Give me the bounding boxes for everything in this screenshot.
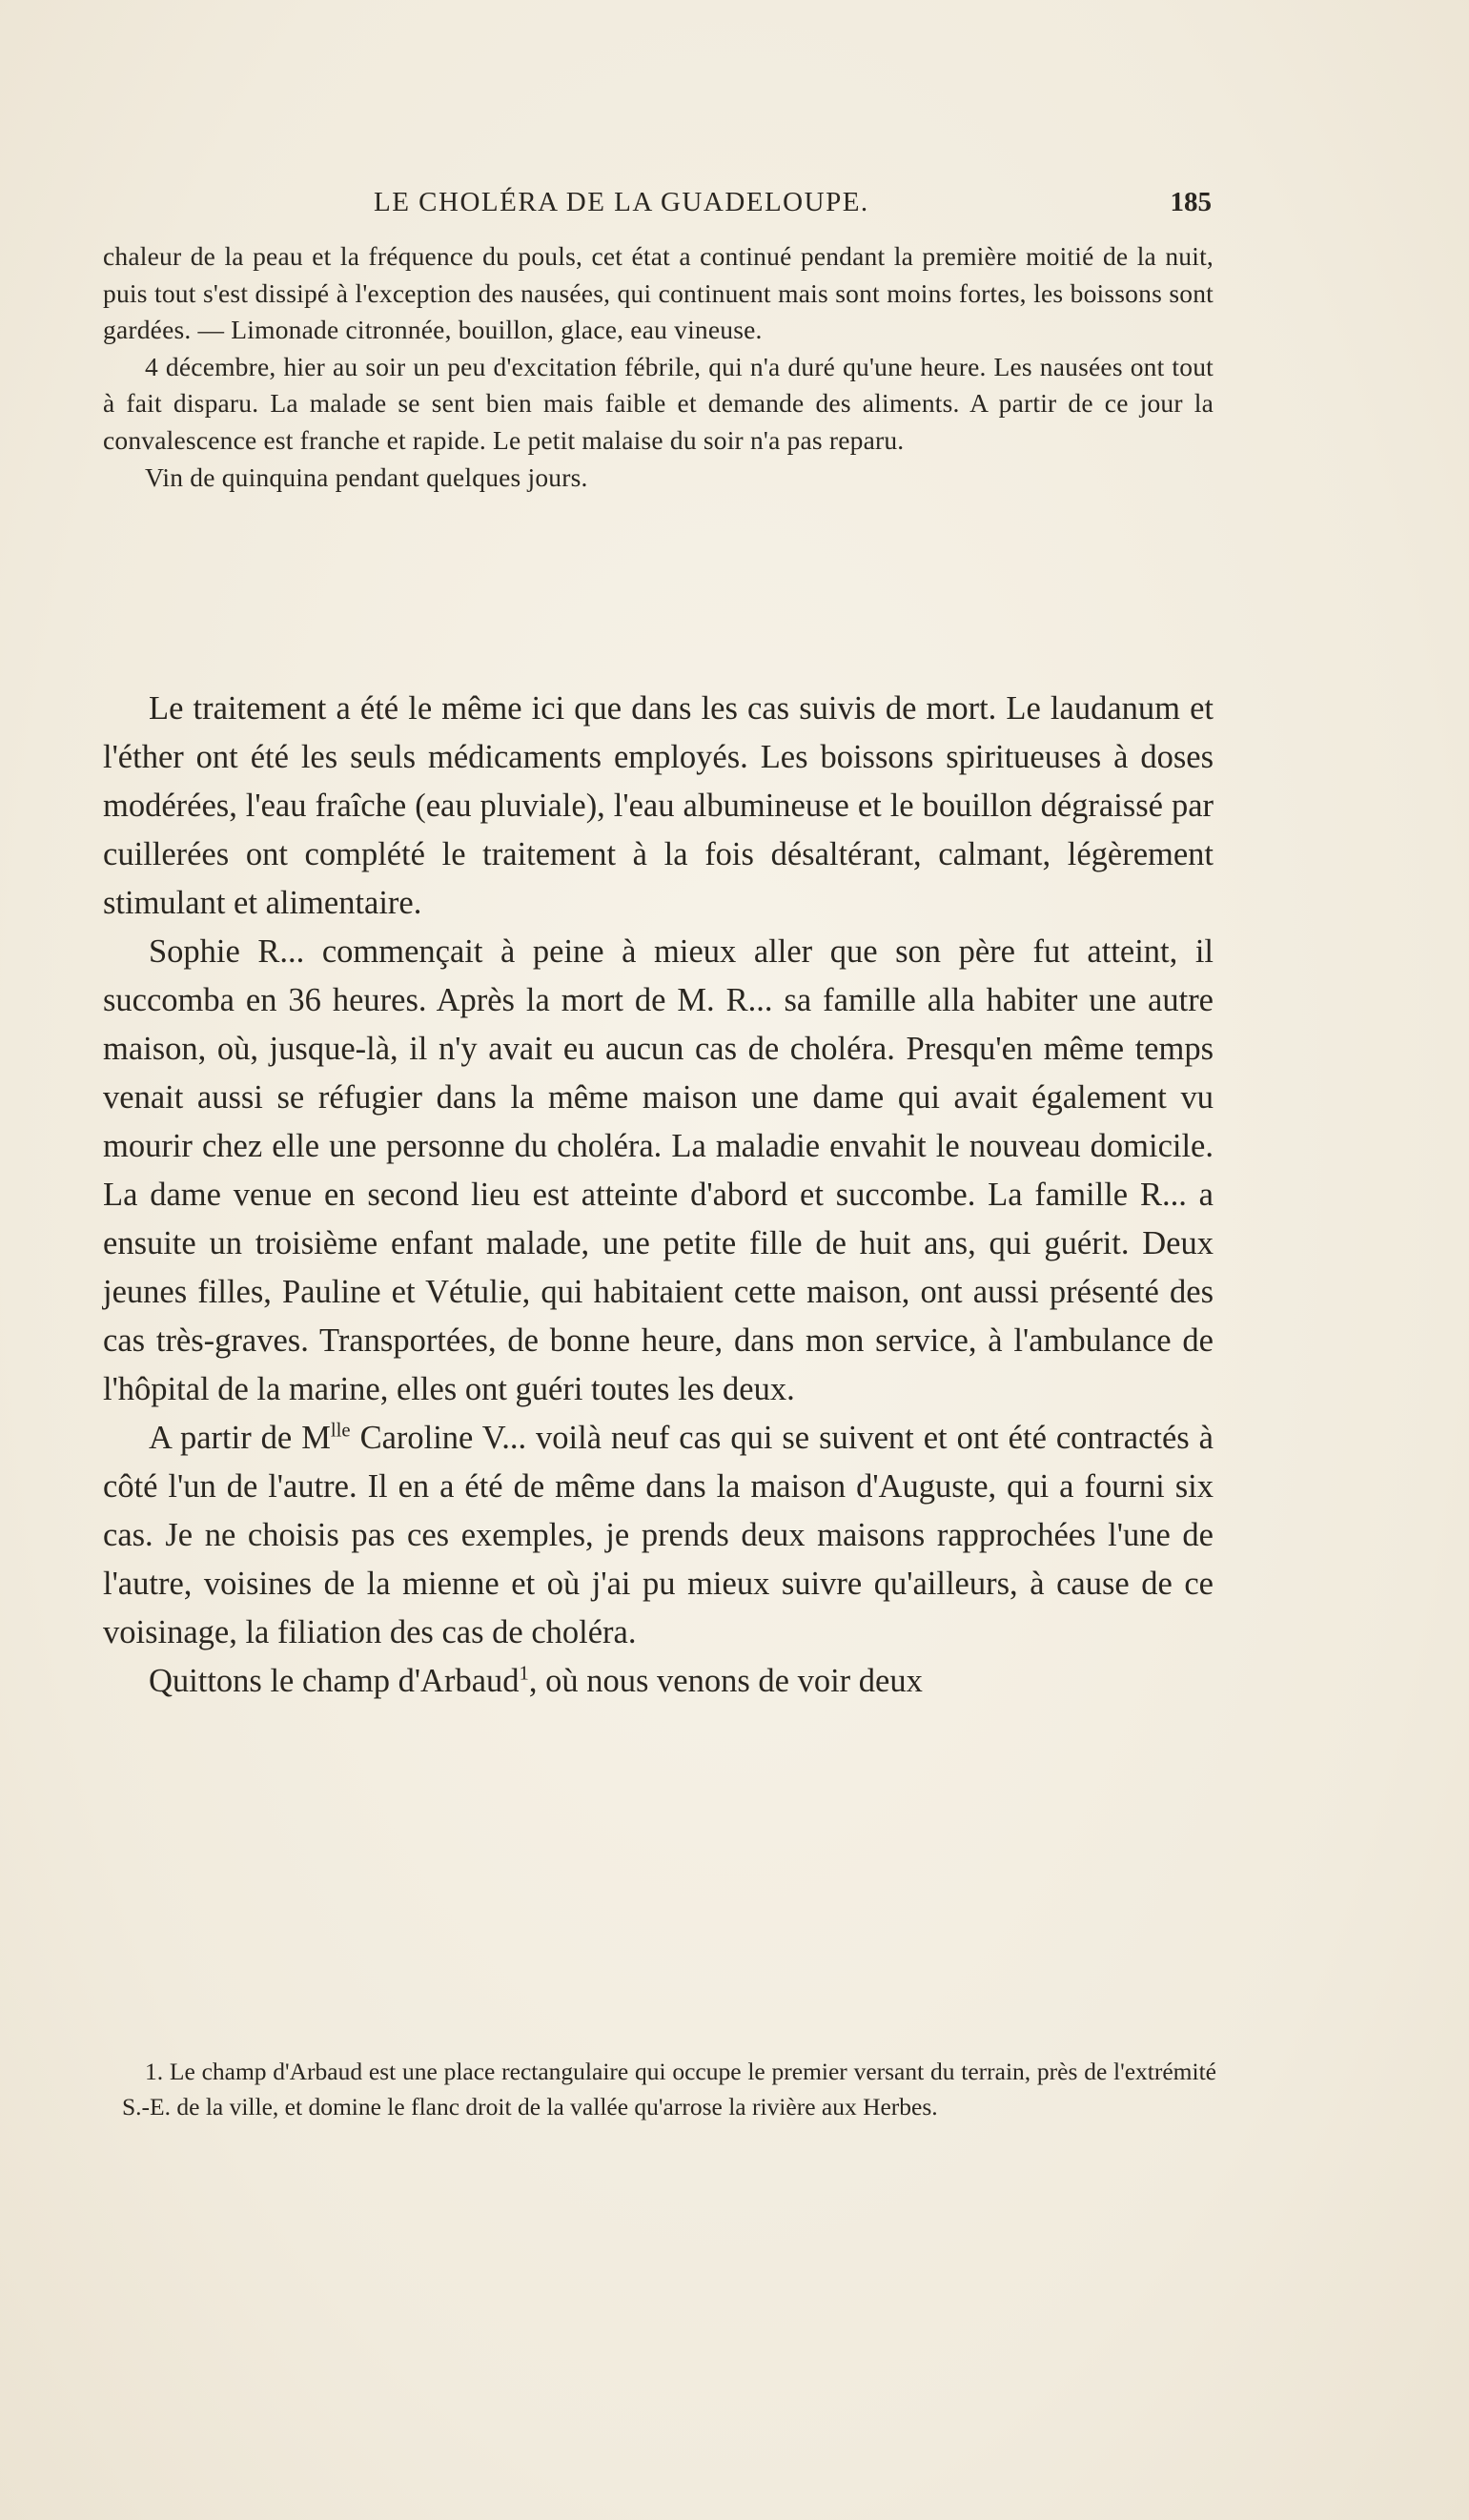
body-paragraph: Quittons le champ d'Arbaud$^1$, où nous venons de voir deux (149, 1663, 923, 1699)
case-note-paragraph: chaleur de la peau et la fréquence du pouls, cet état a continué pendant la première moitié de la nuit, puis tout s'est dissipé à l'exception des nausées, qui continuent mais sont moins fortes, les boissons sont gardées. — Limonade citronnée, bouillon, glace, eau vineuse. (103, 241, 1214, 345)
body-paragraph: Le traitement a été le même ici que dans les cas suivis de mort. Le laudanum et l'éther ont été les seuls médicaments employés. Les boissons spiritueuses à doses modérées, l'eau fraîche (eau pluviale), l'eau albumineuse et le bouillon dégraissé par cuillerées ont complété le traitement à la fois désaltérant, calmant, légèrement stimulant et alimentaire. (103, 690, 1214, 921)
main-text (103, 685, 1214, 1706)
running-title: LE CHOLÉRA DE LA GUADELOUPE. (374, 187, 869, 217)
footnote (122, 2055, 1216, 2124)
case-note-paragraph: 4 décembre, hier au soir un peu d'excitation fébrile, qui n'a duré qu'une heure. Les nausées ont tout à fait disparu. La malade se sent bien mais faible et demande des aliments. A partir de ce jour la convalescence est franche et rapide. Le petit malaise du soir n'a pas reparu. (103, 351, 1214, 455)
case-notes (103, 238, 1214, 496)
body-paragraph: A partir de $M^{lle}$ Caroline V... voilà neuf cas qui se suivent et ont été contractés à côté l'un de l'autre. Il en a été de même dans la maison d'Auguste, qui a fourni six cas. Je ne choisis pas ces exemples, je prends deux maisons rapprochées l'une de l'autre, voisines de la mienne et où j'ai pu mieux suivre qu'ailleurs, à cause de ce voisinage, la filiation des cas de choléra. (103, 1420, 1214, 1650)
footnote-text: Le champ d'Arbaud est une place rectangulaire qui occupe le premier versant du terrain, près de l'extrémité S.-E. de la ville, et domine le flanc droit de la vallée qu'arrose la rivière aux Herbes. (122, 2058, 1216, 2120)
case-note-paragraph: Vin de quinquina pendant quelques jours. (145, 461, 588, 492)
footnote-number: 1. (145, 2058, 164, 2085)
abbrev-superscript: lle (330, 1420, 351, 1442)
body-paragraph: Sophie R... commençait à peine à mieux aller que son père fut atteint, il succomba en 36 heures. Après la mort de M. R... sa famille alla habiter une autre maison, où, jusque-là, il n'y avait eu aucun cas de choléra. Presqu'en même temps venait aussi se réfugier dans la même maison une dame qui avait également vu mourir chez elle une personne du choléra. La maladie envahit le nouveau domicile. La dame venue en second lieu est atteinte d'abord et succombe. La famille R... a ensuite un troisième enfant malade, une petite fille de huit ans, qui guérit. Deux jeunes filles, Pauline et Vétulie, qui habitaient cette maison, ont aussi présenté des cas très-graves. Transportées, de bonne heure, dans mon service, à l'ambulance de l'hôpital de la marine, elles ont guéri toutes les deux. (103, 933, 1214, 1407)
footnote-reference: 1 (519, 1663, 529, 1685)
running-header (362, 187, 1212, 225)
page-number: 185 (1170, 187, 1212, 217)
